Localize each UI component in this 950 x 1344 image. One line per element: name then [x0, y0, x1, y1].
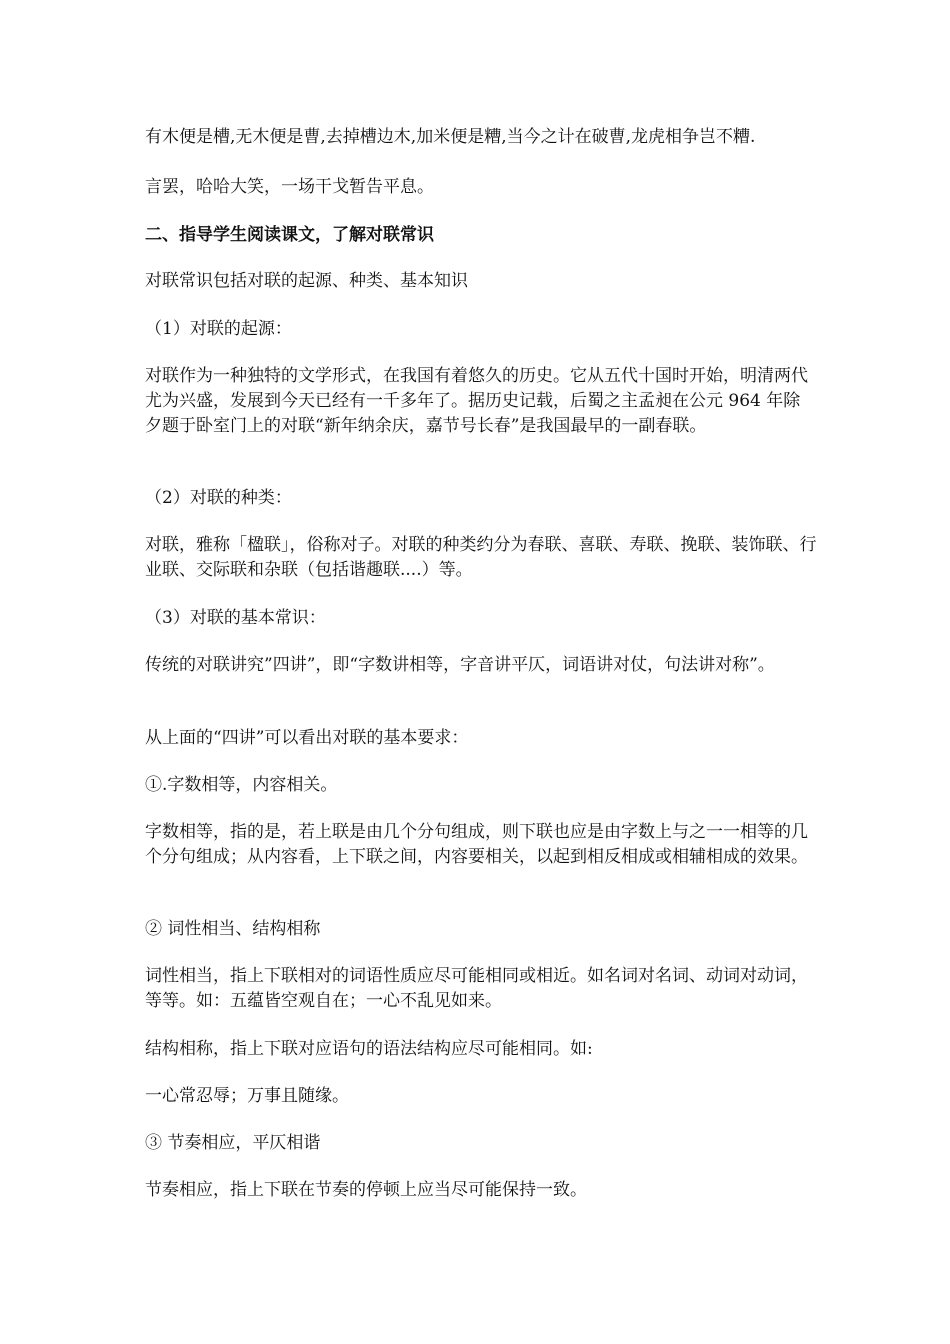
subheading-basics: （3）对联的基本常识：	[145, 608, 326, 628]
paragraph-intro: 对联常识包括对联的起源、种类、基本知识	[145, 271, 468, 291]
paragraph-origin: 对联作为一种独特的文学形式，在我国有着悠久的历史。它从五代十国时开始，明清两代尤为兴盛，发展到今天已经有一千多年了。据历史记载，后蜀之主孟昶在公元 964 年除夕题于卧室门上的对联“新年纳余庆，嘉节号长春”是我国最早的一副春联。	[145, 366, 808, 436]
paragraph-laughter: 言罢，哈哈大笑，一场干戈暂告平息。	[145, 177, 434, 197]
section-heading: 二、指导学生阅读课文，了解对联常识	[145, 225, 434, 245]
point-1-heading: ①.字数相等，内容相关。	[145, 775, 338, 795]
paragraph-word-count: 字数相等，指的是，若上联是由几个分句组成，则下联也应是由字数上与之一一相等的几个分句组成；从内容看，上下联之间，内容要相关，以起到相反相成或相辅相成的效果。	[145, 822, 808, 867]
paragraph-rhythm: 节奏相应，指上下联在节奏的停顿上应当尽可能保持一致。	[145, 1180, 587, 1200]
subheading-types: （2）对联的种类：	[145, 488, 292, 508]
paragraph-requirements: 从上面的“四讲”可以看出对联的基本要求：	[145, 728, 469, 748]
paragraph-riddle-poem: 有木便是槽,无木便是曹,去掉槽边木,加米便是糟,当今之计在破曹,龙虎相争岂不糟.	[145, 127, 756, 147]
paragraph-example: 一心常忍辱；万事且随缘。	[145, 1086, 349, 1106]
subheading-origin: （1）对联的起源：	[145, 319, 292, 339]
point-2-heading: ② 词性相当、结构相称	[145, 919, 321, 939]
paragraph-types: 对联，雅称「楹联」，俗称对子。对联的种类约分为春联、喜联、寿联、挽联、装饰联、行业联、交际联和杂联（包括谐趣联....）等。	[145, 535, 817, 580]
paragraph-structure: 结构相称，指上下联对应语句的语法结构应尽可能相同。如:	[145, 1039, 593, 1059]
paragraph-four-rules: 传统的对联讲究”四讲”，即“字数讲相等，字音讲平仄，词语讲对仗，句法讲对称”。	[145, 655, 775, 675]
paragraph-part-of-speech: 词性相当，指上下联相对的词语性质应尽可能相同或相近。如名词对名词、动词对动词，等等。如：五蕴皆空观自在；一心不乱见如来。	[145, 966, 808, 1011]
point-3-heading: ③ 节奏相应，平仄相谐	[145, 1133, 321, 1153]
